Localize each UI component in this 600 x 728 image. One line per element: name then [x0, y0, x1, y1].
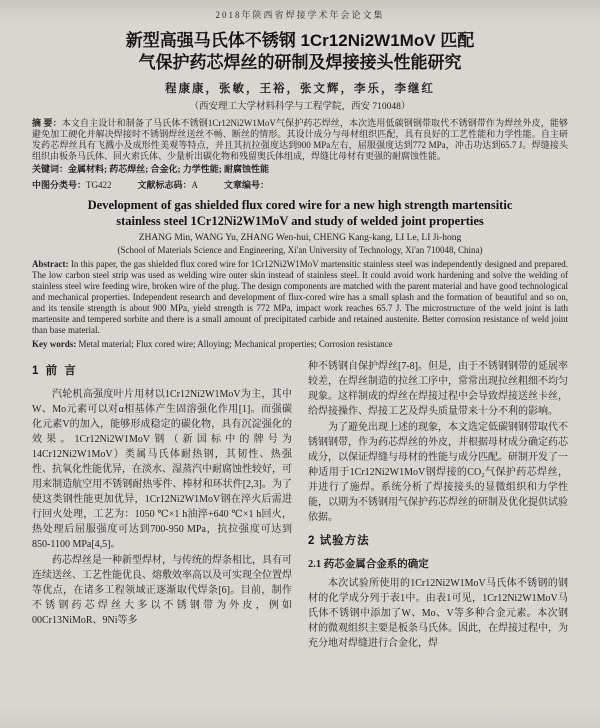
- left-column: [32, 359, 292, 651]
- affiliation-cn: （西安理工大学材料科学与工程学院，西安 710048）: [189, 102, 411, 113]
- keywords-en-text: Metal material; Flux cored wire; Alloying; Mechanical properties; Corrosion resistance: [78, 339, 393, 350]
- article-id-label: 文章编号：: [224, 180, 270, 191]
- affiliation-en: (School of Materials Science and Engineering, Xi'an University of Technology, Xi'an 710048, China): [117, 245, 483, 256]
- paper-title-cn-line1: 新型高强马氏体不锈钢 1Cr12Ni2W1MoV 匹配: [125, 31, 475, 50]
- right-paragraph-3: 本次试验所使用的1Cr12Ni2W1MoV马氏体不锈钢的钢材的化学成分列于表1中。由表1可见，1Cr12Ni2W1MoV马氏体不锈钢中添加了W、Mo、V等多种合金元素。本次钢材的微观组织主要是板条马氏体。因此，在焊接过程中，为充分地对焊缝进行合金化，焊: [308, 578, 568, 650]
- paper-title-en: [32, 198, 568, 229]
- right-column: [308, 359, 568, 651]
- paper-title-cn-line2: 气保护药芯焊丝的研制及焊接接头性能研究: [138, 53, 462, 73]
- clc-label: 中图分类号：: [32, 180, 87, 191]
- paper-title-en-line2: stainless steel 1Cr12Ni2W1MoV and study of welded joint properties: [116, 213, 484, 228]
- abstract-en: [32, 259, 568, 336]
- keywords-en-label: Key words:: [32, 339, 77, 350]
- section-2-1-heading: 2.1 药芯金属合金系的确定: [308, 559, 429, 571]
- conference-header: 2018年陕西省焊接学术年会论文集: [215, 10, 385, 20]
- left-paragraph-2: 药芯焊丝是一种新型焊材，与传统的焊条相比，具有可连续送丝、工艺性能优良、熔敷效率高以及可实现全位置焊等优点，在诸多工程领域正逐渐取代焊条[6]。目前，制作不锈钢药芯焊丝大多以不锈钢带为外皮，例如00Cr13NiMoR、9Ni等多: [32, 555, 292, 627]
- keywords-en: [32, 339, 568, 350]
- left-paragraph-1: 汽轮机高强度叶片用材以1Cr12Ni2W1MoV为主，其中W、Mo元素可以对α相基体产生固溶强化作用[1]。而强碳化元素V的加入，能够形成稳定的碳化物，具有沉淀强化的效果。1Cr12Ni2W1MoV钢（新国标中的牌号为14Cr12Ni2W1MoV）类属马氏体耐热钢，其韧性、热强性、抗氧化性能优异，在淡水、湿蒸汽中耐腐蚀性较好，可用来制造航空用不锈钢耐热零件、棒材和环状件[2,3]。为了使这类钢性能更加优异，1Cr12Ni2W1MoV钢在淬火后需进行回火处理，工艺为：1050 ℃×1 h油淬+640 ℃×1 h回火，热处理后屈服强度可达到700-950 MPa，抗拉强度可达到850-1100 MPa[4,5]。: [32, 389, 292, 551]
- right-paragraph-1: 种不锈钢自保护焊丝[7-8]。但是，由于不锈钢钢带的延展率较差，在焊丝制造的拉丝工序中，常常出现拉丝粗细不均匀现象。这样制成的焊丝在焊接过程中会导致焊接送丝卡丝，给焊接操作、焊接工艺及焊头质量带来十分不利的影响。: [308, 361, 568, 418]
- abstract-cn-text: 本文自主设计和制备了马氏体不锈钢1Cr12Ni2W1MoV气保护药芯焊丝，本次选用低碳钢钢带取代不锈钢带作为焊丝外皮，能够避免加工硬化并解决焊接时不锈钢焊丝送丝不畅、断丝的情形。其设计成分与母材组织匹配，具有良好的工艺性能和力学性能。自主研发药芯焊丝具有飞溅小及成形性美观等特点，并且其抗拉强度达到900 MPa左右，屈服强度达到772 MPa，冲击功达到65.7 J。焊缝接头组织由板条马氏体、回火索氏体、少量析出碳化物和残留奥氏体组成，焊缝比母材有更强的耐腐蚀性能。: [32, 118, 568, 161]
- authors-en: ZHANG Min, WANG Yu, ZHANG Wen-hui, CHENG Kang-kang, LI Le, LI Ji-hong: [138, 233, 462, 244]
- clc-value: TG422: [86, 180, 112, 191]
- abstract-en-label: Abstract:: [32, 259, 69, 270]
- right-paragraph-2: 为了避免出现上述的现象，本文选定低碳钢钢带取代不锈钢钢带，作为药芯焊丝的外皮，并根据母材成分确定药芯成分，以保证焊缝与母材的性能与成分匹配。研制开发了一种适用于1Cr12Ni2W1MoV钢焊接的CO₂气保护药芯焊丝，并进行了施焊。系统分析了焊接接头的显微组织和力学性能，以期为不锈钢用气保护药芯焊丝的研制及优化提供试验依据。: [308, 422, 568, 524]
- doc-code-value: A: [191, 180, 199, 191]
- keywords-cn-text: 金属材料; 药芯焊丝; 合金化; 力学性能; 耐腐蚀性能: [68, 164, 270, 175]
- section-2-heading: 2 试验方法: [308, 535, 370, 548]
- keywords-cn-label: 关键词：: [32, 164, 69, 175]
- section-1-heading: 1 前 言: [32, 365, 78, 378]
- abstract-cn: [32, 118, 568, 161]
- doc-code-label: 文献标志码：: [137, 180, 192, 191]
- clc-line: [32, 178, 568, 191]
- authors-cn: 程康康，张敏，王裕，张文辉，李乐，李继红: [165, 83, 435, 96]
- abstract-en-text: In this paper, the gas shielded flux cored wire for 1Cr12Ni2W1MoV martensitic stainless steel was independently designed and prepared. The low carbon steel strip was used as welding wire outer skin instead of stainless steel. It could avoid work hardening and solve the welding of stainless steel wire feeding wire, broken wire of the plug. The design components are matched with the parent material and have good technological and mechanical properties. Independent research and development of flux-cored wire has a small splash and the formation of beautiful and so on, and its tensile strength is about 900 MPa, yield strength is 772 MPa, impact work reaches 65.7 J. The microstructure of the weld joint is lath martensite and tempered sorbite and there is a small amount of precipitated carbide and retained austenite. Better corrosion resistance of weld joint than base material.: [32, 259, 569, 336]
- paper-title-cn: [32, 30, 568, 74]
- abstract-cn-label: 摘 要：: [32, 118, 62, 129]
- two-column-body: [32, 359, 568, 651]
- keywords-cn: [32, 164, 568, 175]
- paper-title-en-line1: Development of gas shielded flux cored wire for a new high strength martensitic: [87, 198, 513, 213]
